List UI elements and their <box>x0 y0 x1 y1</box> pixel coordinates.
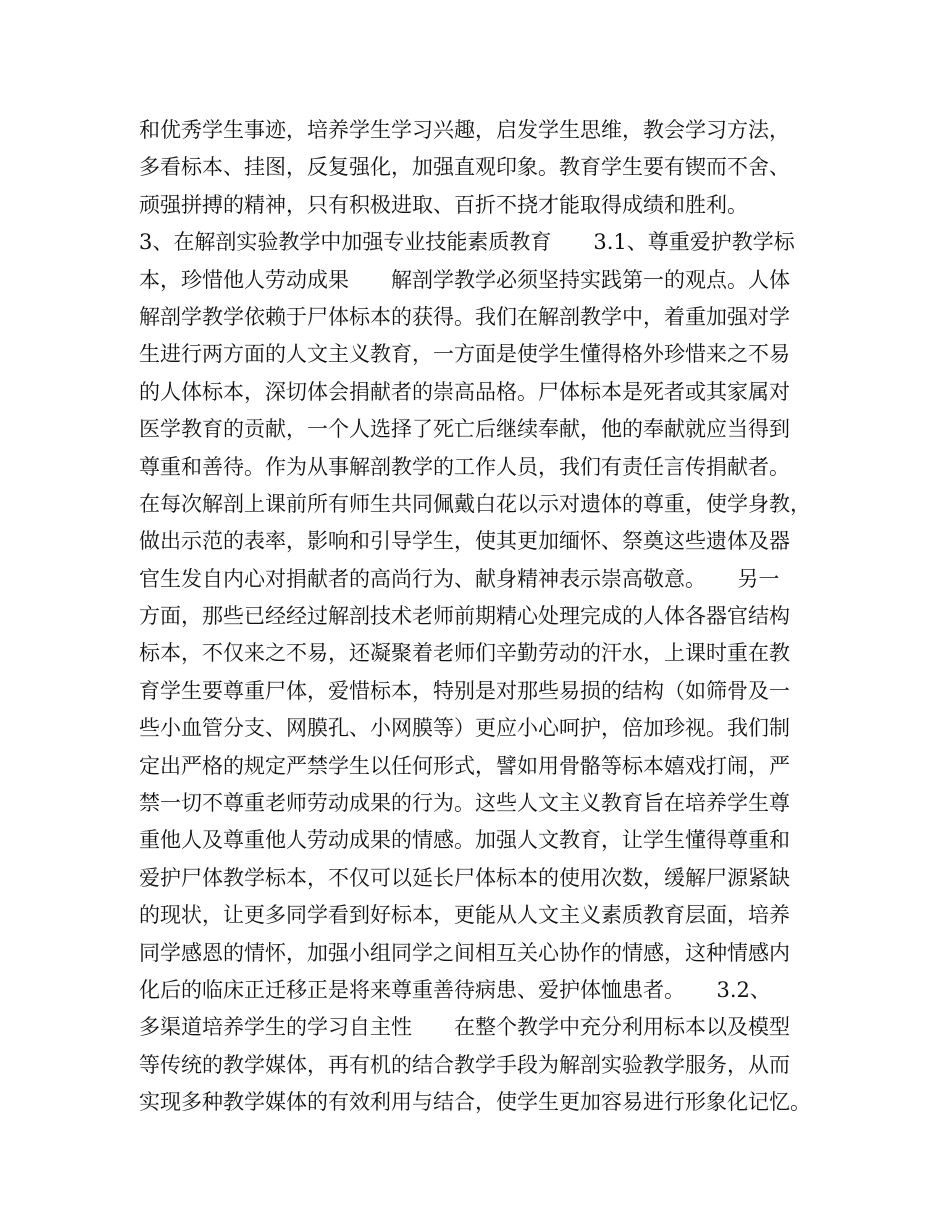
text-line: 本，珍惜他人劳动成果 解剖学教学必须坚持实践第一的观点。人体 <box>139 267 790 292</box>
text-line: 等传统的教学媒体，再有机的结合教学手段为解剖实验教学服务，从而 <box>139 1052 790 1077</box>
text-line: 的人体标本，深切体会捐献者的崇高品格。尸体标本是死者或其家属对 <box>139 379 790 404</box>
text-line: 顽强拼搏的精神，只有积极进取、百折不挠才能取得成绩和胜利。 <box>139 192 748 217</box>
text-line: 在每次解剖上课前所有师生共同佩戴白花以示对遗体的尊重，使学身教， <box>139 491 811 516</box>
text-line: 方面，那些已经经过解剖技术老师前期精心处理完成的人体各器官结构 <box>139 604 790 629</box>
text-line: 爱护尸体教学标本，不仅可以延长尸体标本的使用次数，缓解尸源紧缺 <box>139 865 790 890</box>
text-line: 化后的临床正迁移正是将来尊重善待病患、爱护体恤患者。 3.2、 <box>139 977 771 1002</box>
text-line: 生进行两方面的人文主义教育，一方面是使学生懂得格外珍惜来之不易 <box>139 342 790 367</box>
text-line: 3、在解剖实验教学中加强专业技能素质教育 3.1、尊重爱护教学标 <box>139 230 795 255</box>
text-line: 多渠道培养学生的学习自主性 在整个教学中充分利用标本以及模型 <box>139 1015 790 1040</box>
text-line: 实现多种教学媒体的有效利用与结合，使学生更加容易进行形象化记忆。 <box>139 1090 811 1115</box>
text-line: 尊重和善待。作为从事解剖教学的工作人员，我们有责任言传捐献者。 <box>139 454 790 479</box>
text-line: 标本，不仅来之不易，还凝聚着老师们辛勤劳动的汗水，上课时重在教 <box>139 641 790 666</box>
text-line: 多看标本、挂图，反复强化，加强直观印象。教育学生要有锲而不舍、 <box>139 155 790 180</box>
text-line: 些小血管分支、网膜孔、小网膜等）更应小心呵护，倍加珍视。我们制 <box>139 716 790 741</box>
text-line: 同学感恩的情怀，加强小组同学之间相互关心协作的情感，这种情感内 <box>139 940 790 965</box>
text-line: 官生发自内心对捐献者的高尚行为、献身精神表示崇高敬意。 另一 <box>139 566 780 591</box>
text-line: 做出示范的表率，影响和引导学生，使其更加缅怀、祭奠这些遗体及器 <box>139 529 790 554</box>
text-line: 重他人及尊重他人劳动成果的情感。加强人文教育，让学生懂得尊重和 <box>139 828 790 853</box>
text-line: 医学教育的贡献，一个人选择了死亡后继续奉献，他的奉献就应当得到 <box>139 417 790 442</box>
text-line: 的现状，让更多同学看到好标本，更能从人文主义素质教育层面，培养 <box>139 903 790 928</box>
text-line: 和优秀学生事迹，培养学生学习兴趣，启发学生思维，教会学习方法， <box>139 118 790 142</box>
body-text <box>139 112 829 1122</box>
text-line: 解剖学教学依赖于尸体标本的获得。我们在解剖教学中，着重加强对学 <box>139 304 790 329</box>
text-line: 定出严格的规定严禁学生以任何形式，譬如用骨骼等标本嬉戏打闹，严 <box>139 753 790 778</box>
text-line: 育学生要尊重尸体，爱惜标本，特别是对那些易损的结构（如筛骨及一 <box>139 678 790 703</box>
text-line: 禁一切不尊重老师劳动成果的行为。这些人文主义教育旨在培养学生尊 <box>139 791 790 816</box>
